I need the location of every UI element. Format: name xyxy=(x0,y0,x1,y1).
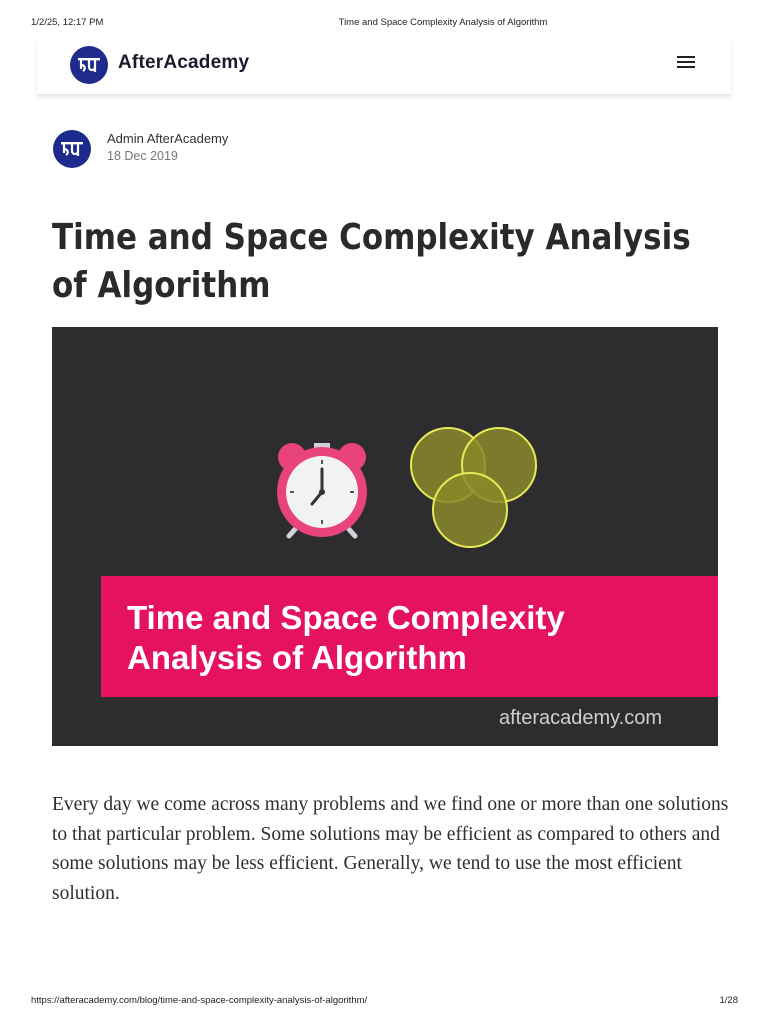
author-avatar xyxy=(53,130,91,168)
article-title: Time and Space Complexity Analysis of Algorithm xyxy=(52,217,691,306)
afteracademy-logo-icon[interactable] xyxy=(70,46,108,84)
hamburger-menu-icon[interactable] xyxy=(677,56,695,70)
hero-banner-text: Time and Space Complexity Analysis of Algorithm xyxy=(127,599,565,676)
print-url: https://afteracademy.com/blog/time-and-space-complexity-analysis-of-algorithm/ xyxy=(31,995,368,1006)
navbar xyxy=(37,38,731,94)
print-header xyxy=(0,17,768,31)
venn-circles-icon xyxy=(411,428,536,547)
page-number: 1/28 xyxy=(719,995,738,1006)
publish-date: 18 Dec 2019 xyxy=(107,149,178,163)
hero-image xyxy=(52,327,718,746)
hero-banner xyxy=(101,576,718,697)
alarm-clock-icon xyxy=(277,443,367,537)
hero-site-watermark: afteracademy.com xyxy=(498,707,662,729)
print-doc-title: Time and Space Complexity Analysis of Algorithm xyxy=(338,17,548,28)
print-footer xyxy=(0,995,768,1009)
author-name[interactable]: Admin AfterAcademy xyxy=(107,131,229,146)
article-intro-paragraph: Every day we come across many problems and we find one or more than one solutions to that particular problem. Some solutions may be efficient as compared to others and some solutions may be less efficient. Generally, we tend to use the most efficient solution. xyxy=(52,794,729,904)
print-datetime: 1/2/25, 12:17 PM xyxy=(31,17,104,28)
brand-name[interactable]: AfterAcademy xyxy=(118,52,250,73)
